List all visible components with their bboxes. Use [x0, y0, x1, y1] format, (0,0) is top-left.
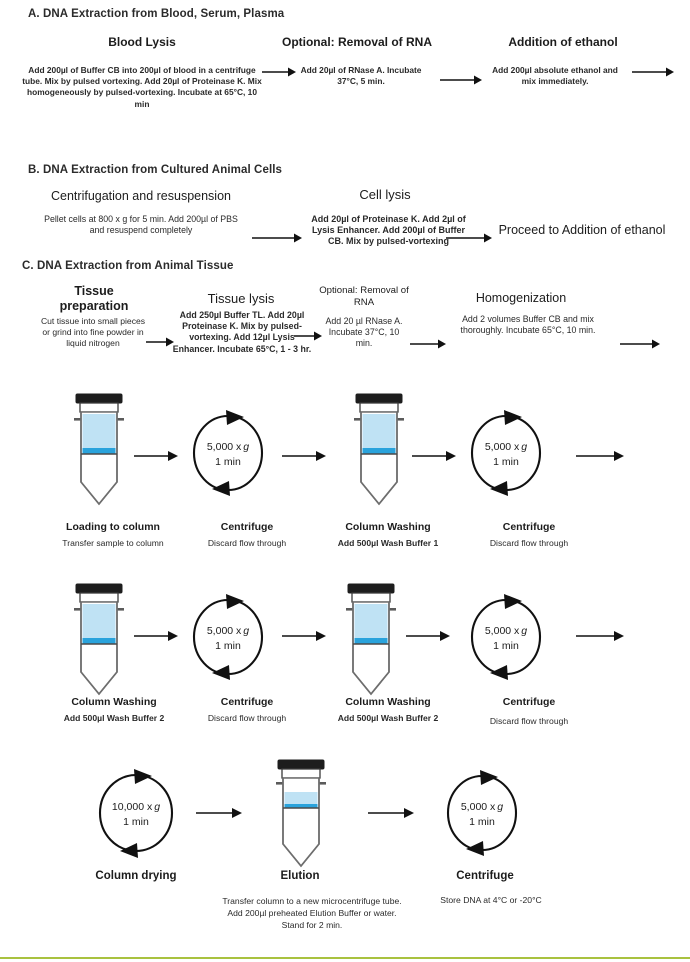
spin-1-line2: 1 min — [215, 456, 241, 468]
section-a-step-2-title: Optional: Removal of RNA — [281, 35, 432, 49]
arrow-a-3 — [632, 66, 674, 78]
svg-text:5,000 xg: 5,000 x g — [206, 625, 250, 637]
section-a-step-2-text: Add 20µl of RNase A. Incubate 37°C, 5 min. — [300, 65, 422, 87]
arrow-c-1 — [146, 336, 174, 348]
spin-icon-3 — [186, 592, 270, 682]
section-c-step-2-title: Tissue lysis — [207, 291, 275, 306]
row3-item-2-text: Discard flow through — [207, 713, 287, 723]
row4-item-3-text: Store DNA at 4°C or -20°C — [440, 895, 542, 905]
spin-icon-2 — [464, 408, 548, 498]
tube-icon-1 — [66, 394, 130, 512]
section-a-step-1-text: Add 200µl of Buffer CB into 200µl of blood in a centrifuge tube. Mix by pulsed vortexing. Add 20µl of Proteinase K. Mix homogeneously by pulsed-vortexing. Incubate at 65°C, 10 min — [22, 65, 262, 109]
arrow-b-1 — [252, 232, 302, 244]
row4-item-2-text: Transfer column to a new microcentrifuge tube. Add 200µl preheated Elution Buffer or water. Stand for 2 min. — [222, 896, 402, 930]
spin-1-line1: 5,000 x — [206, 441, 242, 453]
row3-item-4-title: Centrifuge — [502, 696, 556, 708]
section-a-step-1-title: Blood Lysis — [108, 35, 176, 49]
row3-item-3-title: Column Washing — [345, 696, 431, 708]
arrow-row4-1 — [196, 807, 242, 819]
spin-2-line1: 5,000 x — [484, 441, 520, 453]
section-b-step-1-text: Pellet cells at 800 x g for 5 min. Add 200µl of PBS and resuspend completely — [44, 214, 238, 236]
spin-icon-5 — [92, 766, 180, 860]
section-c-step-4-text: Add 2 volumes Buffer CB and mix thoroughly. Incubate 65°C, 10 min. — [460, 314, 596, 336]
row2-item-1-title: Loading to column — [66, 521, 160, 533]
arrow-a-2 — [440, 74, 482, 86]
row2-item-2-text: Discard flow through — [207, 538, 287, 548]
arrow-b-2 — [446, 232, 492, 244]
spin-3-line2: 1 min — [215, 640, 241, 652]
arrow-row2-4 — [576, 630, 624, 642]
spin-5-line1: 10,000 x — [111, 801, 153, 813]
section-c-step-3-title: Optional: Removal of RNA — [319, 285, 409, 308]
spin-5-line2: 1 min — [123, 816, 149, 828]
section-c-step-3-text: Add 20 µl RNase A. Incubate 37°C, 10 min. — [325, 316, 403, 349]
row4-item-2-title: Elution — [280, 870, 320, 882]
row3-item-3-text: Add 500µl Wash Buffer 2 — [337, 713, 439, 723]
row2-item-4-title: Centrifuge — [502, 521, 556, 533]
section-b-heading: B. DNA Extraction from Cultured Animal Cells — [28, 164, 283, 176]
svg-text:5,000 xg: 5,000 x g — [206, 441, 250, 453]
arrow-row2-1 — [134, 630, 178, 642]
section-c-step-1-title: Tissue preparation — [59, 284, 129, 313]
section-a-heading: A. DNA Extraction from Blood, Serum, Plasma — [28, 8, 285, 20]
section-c-step-1-text: Cut tissue into small pieces or grind into fine powder in liquid nitrogen — [40, 316, 146, 349]
spin-2-line2: 1 min — [493, 456, 519, 468]
arrow-c-4 — [620, 338, 660, 350]
svg-text:5,000 xg: 5,000 x g — [484, 441, 528, 453]
arrow-row4-2 — [368, 807, 414, 819]
spin-4-line1: 5,000 x — [484, 625, 520, 637]
svg-text:5,000 xg: 5,000 x g — [460, 801, 504, 813]
spin-6-line2: 1 min — [469, 816, 495, 828]
row4-item-3-title: Centrifuge — [456, 870, 514, 882]
arrow-row1-4 — [576, 450, 624, 462]
section-b-step-2-text: Add 20µl of Proteinase K. Add 2µl of Lysis Enhancer. Add 200µl of Buffer CB. Mix by pulsed-vortexing — [311, 214, 466, 247]
section-b-step-1-title: Centrifugation and resuspension — [51, 189, 231, 203]
spin-icon-6 — [440, 768, 524, 858]
row3-item-2-title: Centrifuge — [220, 696, 274, 708]
section-c-step-4-title: Homogenization — [475, 291, 567, 305]
section-c-heading: C. DNA Extraction from Animal Tissue — [22, 260, 234, 272]
row4-item-1-title: Column drying — [95, 870, 177, 882]
row3-item-1-title: Column Washing — [71, 696, 157, 708]
spin-6-line1: 5,000 x — [460, 801, 496, 813]
arrow-row1-2 — [282, 450, 326, 462]
spin-icon-1 — [186, 408, 270, 498]
row3-item-1-text: Add 500µl Wash Buffer 2 — [63, 713, 165, 723]
bottom-divider — [0, 957, 690, 959]
arrow-a-1 — [262, 66, 296, 78]
spin-icon-4 — [464, 592, 548, 682]
row2-item-3-title: Column Washing — [345, 521, 431, 533]
section-a-step-3-title: Addition of ethanol — [508, 35, 618, 49]
arrow-c-2 — [294, 330, 322, 342]
svg-text:10,000 xg: 10,000 x g — [111, 801, 161, 813]
tube-icon-elution — [268, 760, 332, 872]
row2-item-3-text: Add 500µl Wash Buffer 1 — [337, 538, 439, 548]
spin-3-line1: 5,000 x — [206, 625, 242, 637]
section-b-step-3-text: Proceed to Addition of ethanol — [498, 223, 666, 237]
arrow-row1-1 — [134, 450, 178, 462]
arrow-row1-3 — [412, 450, 456, 462]
arrow-row2-2 — [282, 630, 326, 642]
row3-item-4-text: Discard flow through — [489, 716, 569, 726]
section-c-step-2-text: Add 250µl Buffer TL. Add 20µl Proteinase K. Mix by pulsed-vortexing. Add 12µl Lysis Enhancer. Incubate 65°C, 1 - 3 hr. — [172, 310, 312, 354]
arrow-c-3 — [410, 338, 446, 350]
section-a-step-3-text: Add 200µl absolute ethanol and mix immediately. — [492, 65, 618, 87]
svg-text:5,000 xg: 5,000 x g — [484, 625, 528, 637]
row2-item-2-title: Centrifuge — [220, 521, 274, 533]
tube-icon-4 — [338, 584, 402, 702]
tube-icon-3 — [66, 584, 130, 702]
spin-4-line2: 1 min — [493, 640, 519, 652]
tube-icon-2 — [346, 394, 410, 512]
row2-item-4-text: Discard flow through — [489, 538, 569, 548]
row2-item-1-text: Transfer sample to column — [62, 538, 164, 548]
section-b-step-2-title: Cell lysis — [359, 187, 411, 202]
arrow-row2-3 — [406, 630, 450, 642]
